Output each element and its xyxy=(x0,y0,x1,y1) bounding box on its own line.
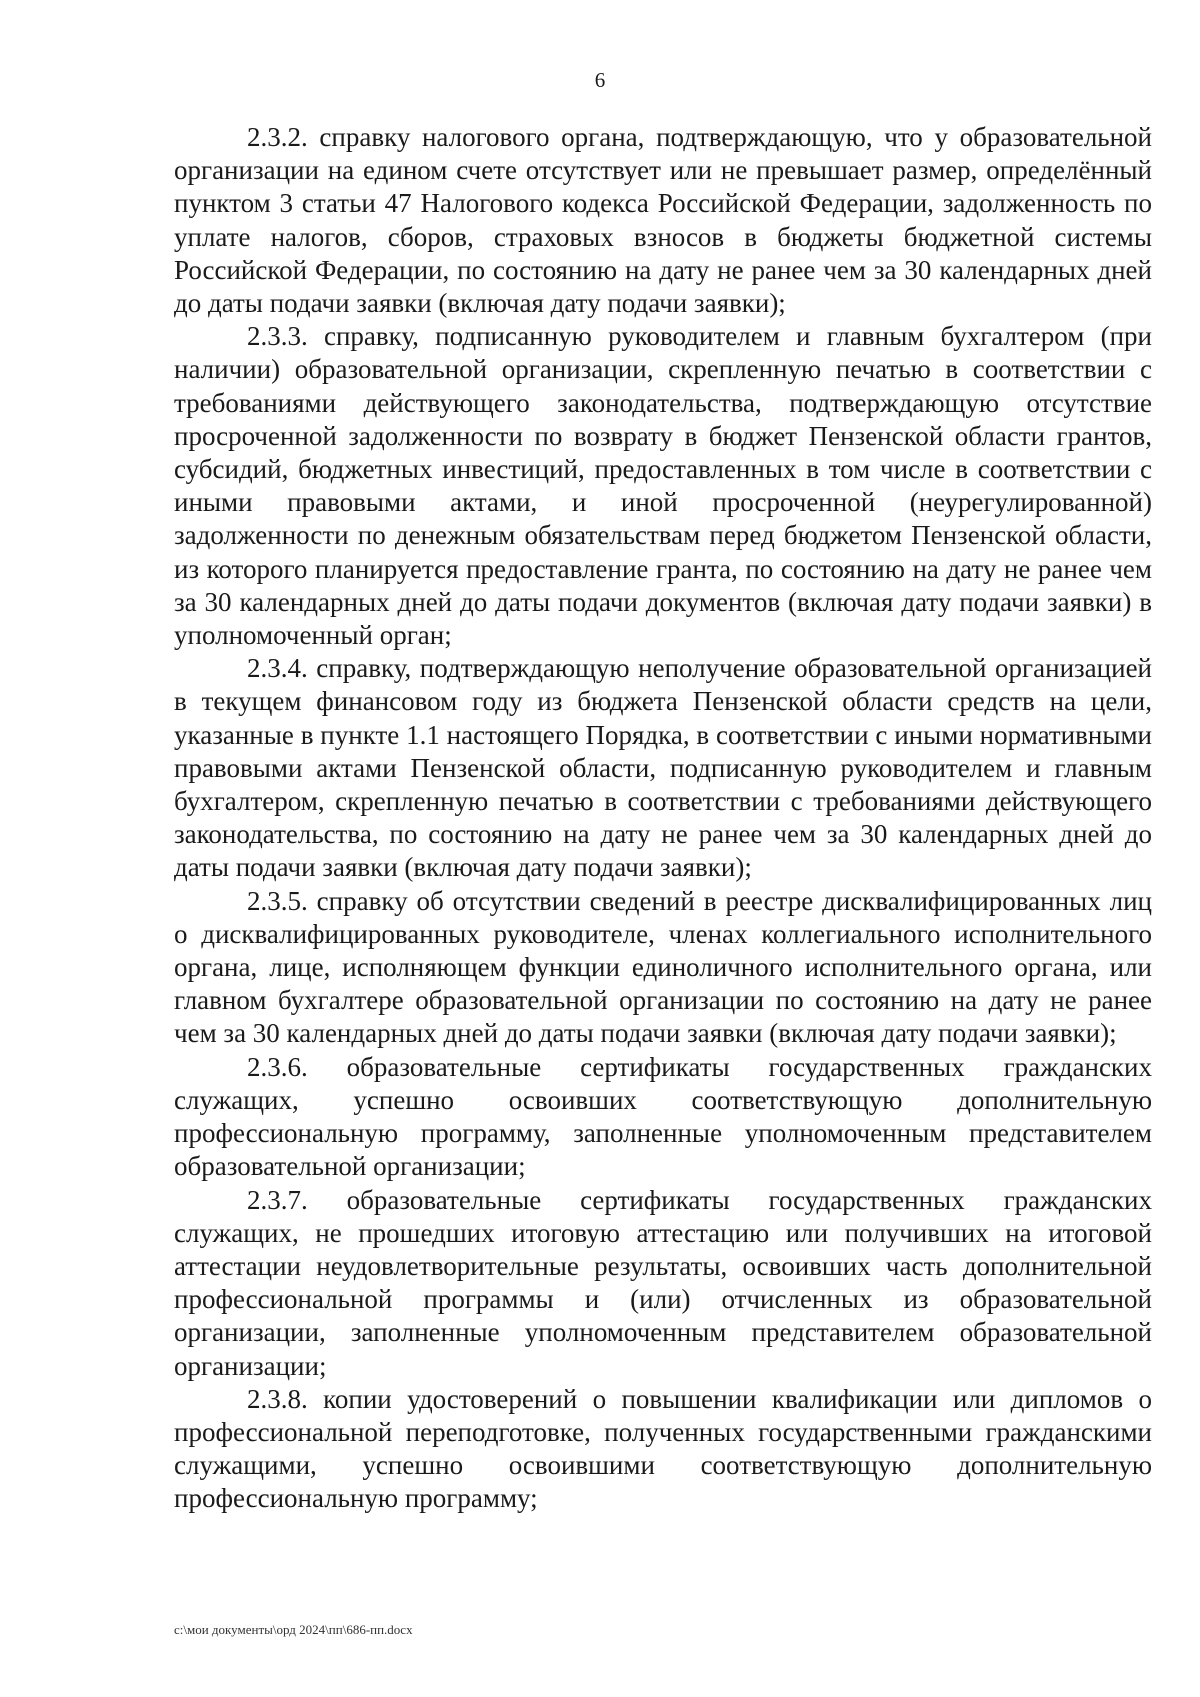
paragraph-2-3-6: 2.3.6. образовательные сертификаты государственных гражданских служащих, успешно освоивших соответствующую дополнительную профессиональную программу, заполненные уполномоченным представителем образовательной организации; xyxy=(174,1051,1152,1182)
paragraph-2-3-7: 2.3.7. образовательные сертификаты государственных гражданских служащих, не прошедших итоговую аттестацию или получивших на итоговой аттестации неудовлетворительные результаты, освоивших часть дополнительной профессиональной программы и (или) отчисленных из образовательной организации, заполненные уполномоченным представителем образовательной организации; xyxy=(174,1184,1152,1381)
footer-file-path: c:\мои документы\орд 2024\пп\686-пп.docx xyxy=(174,1622,413,1637)
paragraph-2-3-2: 2.3.2. справку налогового органа, подтверждающую, что у образовательной организации на едином счете отсутствует или не превышает размер, определённый пунктом 3 статьи 47 Налогового кодекса Российской Федерации, задолженность по уплате налогов, сборов, страховых взносов в бюджеты бюджетной системы Российской Федерации, по состоянию на дату не ранее чем за 30 календарных дней до даты подачи заявки (включая дату подачи заявки); xyxy=(174,122,1152,319)
paragraph-2-3-3: 2.3.3. справку, подписанную руководителем и главным бухгалтером (при наличии) образовательной организации, скрепленную печатью в соответствии с требованиями действующего законодательства, подтверждающую отсутствие просроченной задолженности по возврату в бюджет Пензенской области грантов, субсидий, бюджетных инвестиций, предоставленных в том числе в соответствии с иными правовыми актами, и иной просроченной (неурегулированной) задолженности по денежным обязательствам перед бюджетом Пензенской области, из которого планируется предоставление гранта, по состоянию на дату не ранее чем за 30 календарных дней до даты подачи документов (включая дату подачи заявки) в уполномоченный орган; xyxy=(174,321,1152,651)
paragraph-2-3-5: 2.3.5. справку об отсутствии сведений в реестре дисквалифицированных лиц о дисквалифицированных руководителе, членах коллегиального исполнительного органа, лице, исполняющем функции единоличного исполнительного органа, или главном бухгалтере образовательной организации по состоянию на дату не ранее чем за 30 календарных дней до даты подачи заявки (включая дату подачи заявки); xyxy=(174,885,1152,1049)
paragraph-2-3-8: 2.3.8. копии удостоверений о повышении квалификации или дипломов о профессиональной переподготовке, полученных государственными гражданскими служащими, успешно освоившими соответствующую дополнительную профессиональную программу; xyxy=(174,1383,1152,1514)
paragraph-2-3-4: 2.3.4. справку, подтверждающую неполучение образовательной организацией в текущем финансовом году из бюджета Пензенской области средств на цели, указанные в пункте 1.1 настоящего Порядка, в соответствии с иными нормативными правовыми актами Пензенской области, подписанную руководителем и главным бухгалтером, скрепленную печатью в соответствии с требованиями действующего законодательства, по состоянию на дату не ранее чем за 30 календарных дней до даты подачи заявки (включая дату подачи заявки); xyxy=(174,653,1152,883)
document-body xyxy=(174,121,1152,1516)
page-number: 6 xyxy=(594,68,606,92)
